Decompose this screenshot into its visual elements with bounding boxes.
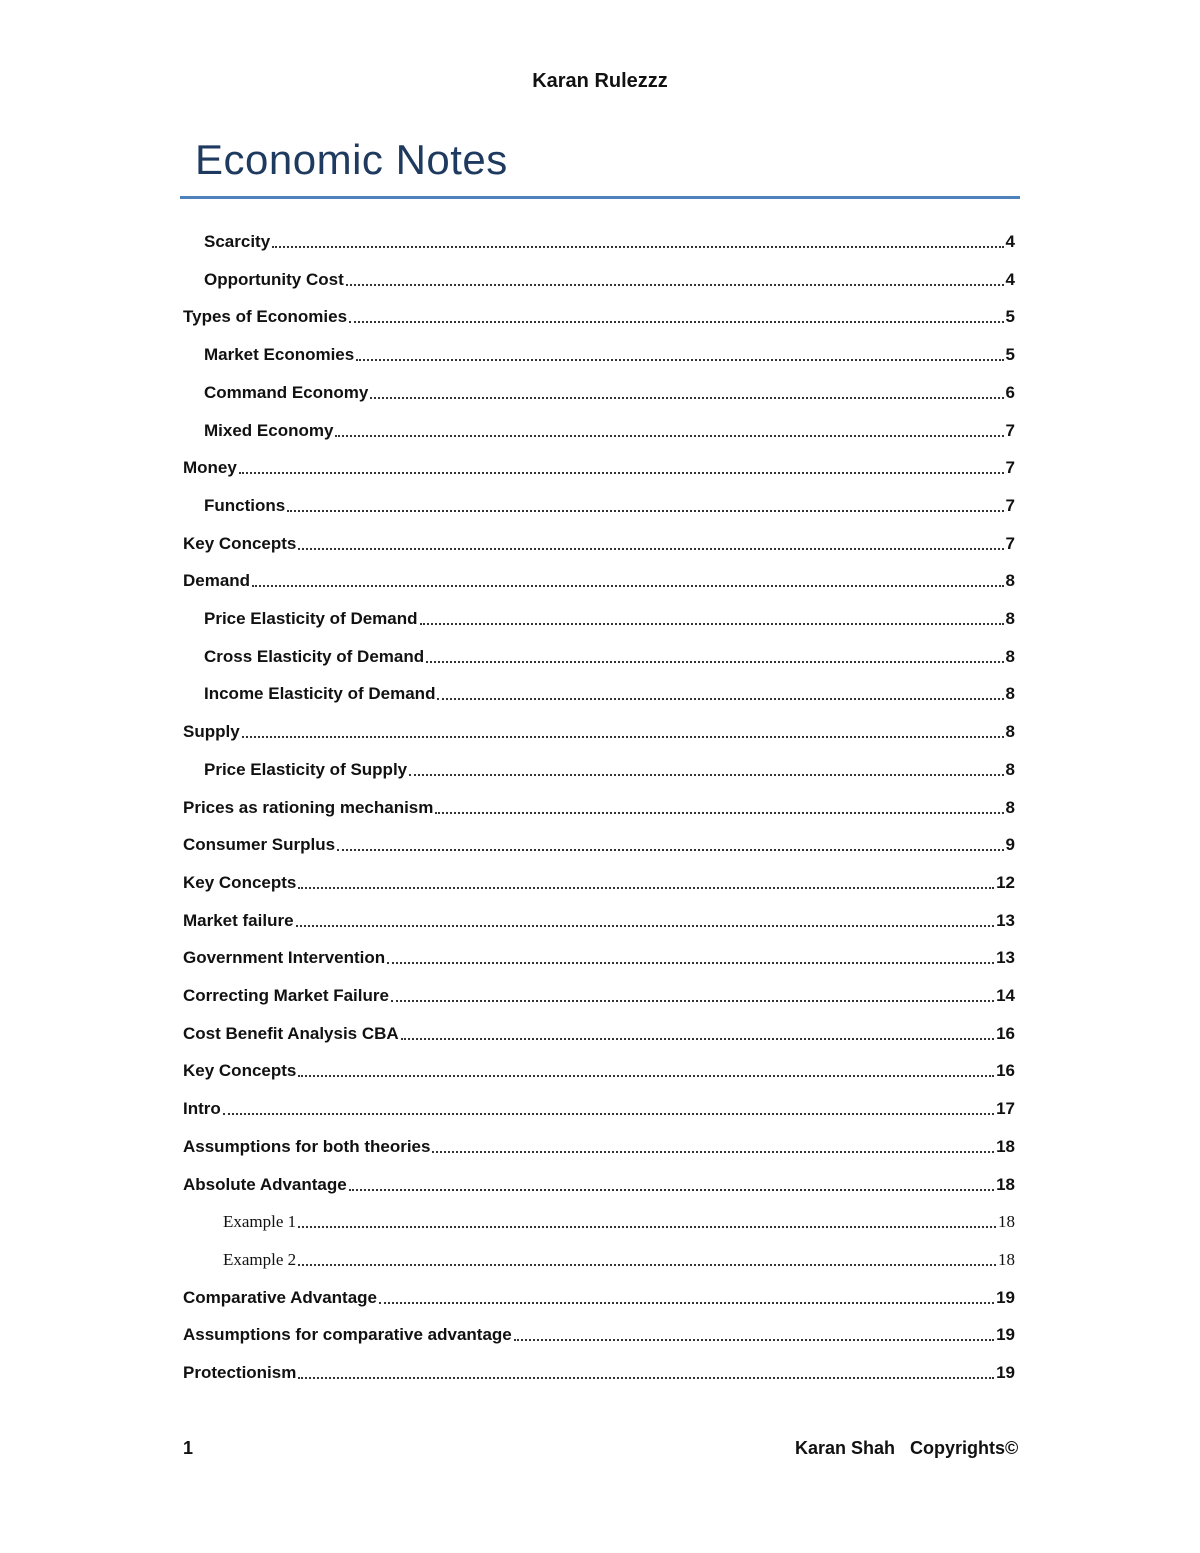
toc-entry[interactable] [183,1096,1015,1120]
toc-entry-label: Money [183,458,237,477]
toc-entry-page: 19 [996,1363,1015,1382]
toc-dot-leader [349,1189,994,1191]
toc-dot-leader [223,1113,994,1115]
toc-entry-page: 7 [1005,458,1015,477]
toc-entry[interactable] [183,304,1015,328]
footer-page-number: 1 [183,1438,194,1458]
toc-entry-label: Command Economy [204,383,369,402]
toc-entry-page: 13 [996,911,1015,930]
toc-dot-leader [349,321,1003,323]
toc-entry[interactable] [183,493,1015,517]
toc-entry-label: Government Intervention [183,948,386,967]
toc-entry[interactable] [183,606,1015,630]
toc-entry-label: Comparative Advantage [183,1288,377,1307]
toc-dot-leader [337,849,1003,851]
toc-entry-label: Demand [183,571,251,590]
toc-dot-leader [242,736,1004,738]
toc-entry[interactable] [183,1209,1015,1233]
toc-dot-leader [298,1075,994,1077]
toc-entry[interactable] [183,1058,1015,1082]
document-title: Economic Notes [195,136,508,183]
toc-entry-label: Example 2 [223,1250,297,1269]
toc-entry[interactable] [183,945,1015,969]
toc-entry-page: 8 [1005,760,1015,779]
toc-dot-leader [391,1000,994,1002]
toc-entry-label: Assumptions for comparative advantage [183,1325,512,1344]
toc-entry[interactable] [183,832,1015,856]
toc-entry-label: Example 1 [223,1212,297,1231]
toc-entry-label: Market failure [183,911,294,930]
toc-dot-leader [387,962,994,964]
toc-dot-leader [298,1377,994,1379]
toc-entry-page: 18 [996,1175,1015,1194]
toc-entry-label: Mixed Economy [204,421,334,440]
toc-entry[interactable] [183,644,1015,668]
toc-dot-leader [287,510,1003,512]
toc-dot-leader [252,585,1003,587]
toc-dot-leader [514,1339,994,1341]
toc-entry-page: 5 [1005,345,1015,364]
toc-entry[interactable] [183,908,1015,932]
toc-dot-leader [432,1151,994,1153]
toc-entry-label: Correcting Market Failure [183,986,389,1005]
toc-dot-leader [420,623,1004,625]
toc-entry-page: 7 [1005,534,1015,553]
toc-entry[interactable] [183,380,1015,404]
toc-entry-page: 7 [1005,421,1015,440]
toc-entry-label: Price Elasticity of Demand [204,609,418,628]
toc-entry[interactable] [183,1247,1015,1271]
toc-dot-leader [298,1226,996,1228]
footer-author: Karan Shah [795,1438,896,1458]
toc-entry-page: 8 [1005,722,1015,741]
page-header: Karan Rulezzz [532,70,668,92]
toc-dot-leader [272,246,1003,248]
toc-dot-leader [370,397,1003,399]
toc-entry-page: 18 [996,1137,1015,1156]
toc-dot-leader [356,359,1003,361]
toc-dot-leader [437,698,1003,700]
toc-entry-page: 12 [996,873,1015,892]
toc-entry[interactable] [183,1322,1015,1346]
toc-entry[interactable] [183,1172,1015,1196]
toc-entry-page: 16 [996,1061,1015,1080]
toc-entry[interactable] [183,418,1015,442]
toc-entry[interactable] [183,342,1015,366]
toc-entry[interactable] [183,531,1015,555]
toc-entry-label: Absolute Advantage [183,1175,347,1194]
toc-entry-label: Price Elasticity of Supply [204,760,408,779]
toc-entry-page: 8 [1005,571,1015,590]
toc-entry[interactable] [183,757,1015,781]
toc-dot-leader [409,774,1003,776]
toc-entry[interactable] [183,229,1015,253]
toc-entry-page: 7 [1005,496,1015,515]
toc-dot-leader [298,887,994,889]
toc-entry[interactable] [183,267,1015,291]
toc-entry[interactable] [183,568,1015,592]
toc-entry[interactable] [183,1134,1015,1158]
toc-entry-label: Key Concepts [183,873,297,892]
toc-entry-label: Market Economies [204,345,355,364]
toc-entry-page: 17 [996,1099,1015,1118]
toc-entry[interactable] [183,1360,1015,1384]
toc-entry[interactable] [183,983,1015,1007]
toc-dot-leader [239,472,1004,474]
toc-entry-page: 4 [1005,270,1015,289]
toc-entry-page: 8 [1005,798,1015,817]
toc-entry-page: 13 [996,948,1015,967]
toc-entry[interactable] [183,455,1015,479]
toc-entry-label: Assumptions for both theories [183,1137,431,1156]
toc-entry[interactable] [183,795,1015,819]
toc-entry-page: 5 [1005,307,1015,326]
toc-entry-page: 8 [1005,647,1015,666]
toc-entry-label: Key Concepts [183,1061,297,1080]
toc-dot-leader [426,661,1003,663]
toc-dot-leader [346,284,1004,286]
toc-entry-label: Cross Elasticity of Demand [204,647,425,666]
toc-entry-label: Key Concepts [183,534,297,553]
toc-entry-page: 8 [1005,684,1015,703]
toc-entry-page: 19 [996,1325,1015,1344]
toc-entry-page: 6 [1005,383,1015,402]
toc-entry[interactable] [183,1285,1015,1309]
toc-dot-leader [296,925,995,927]
toc-entry-page: 14 [996,986,1015,1005]
toc-entry-label: Types of Economies [183,307,348,326]
toc-entry-label: Functions [204,496,286,515]
toc-entry-label: Prices as rationing mechanism [183,798,434,817]
toc-entry-label: Consumer Surplus [183,835,336,854]
toc-entry[interactable] [183,719,1015,743]
toc-entry-label: Scarcity [204,232,271,251]
toc-dot-leader [379,1302,994,1304]
toc-entry-label: Opportunity Cost [204,270,344,289]
toc-entry-page: 16 [996,1024,1015,1043]
toc-dot-leader [298,1264,996,1266]
toc-dot-leader [335,435,1003,437]
footer-copyright: Copyrights© [910,1438,1019,1458]
toc-entry-page: 18 [998,1212,1015,1231]
toc-entry-label: Income Elasticity of Demand [204,684,436,703]
toc-entry-page: 18 [998,1250,1015,1269]
toc-entry-page: 9 [1005,835,1015,854]
toc-entry[interactable] [183,870,1015,894]
toc-entry-label: Protectionism [183,1363,297,1382]
toc-entry-page: 4 [1005,232,1015,251]
toc-entry-label: Intro [183,1099,221,1118]
toc-entry[interactable] [183,1021,1015,1045]
toc-entry-label: Supply [183,722,240,741]
toc-dot-leader [298,548,1003,550]
toc-entry-page: 8 [1005,609,1015,628]
toc-dot-leader [435,812,1003,814]
toc-entry-page: 19 [996,1288,1015,1307]
toc-entry-label: Cost Benefit Analysis CBA [183,1024,399,1043]
toc-entry[interactable] [183,681,1015,705]
toc-dot-leader [401,1038,994,1040]
